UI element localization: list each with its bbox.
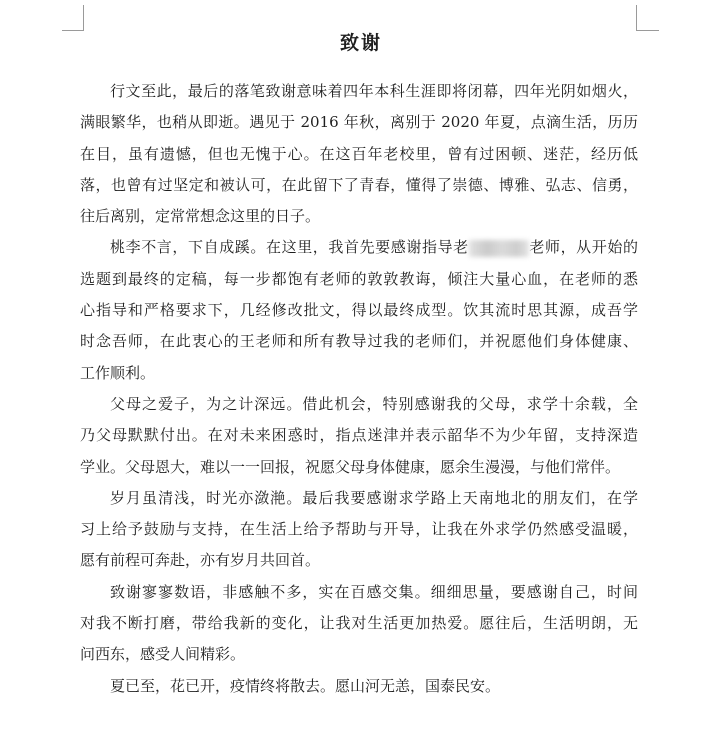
- paragraph-line: 工作顺利。: [80, 363, 156, 382]
- paragraph-line: 选题到最终的定稿，每一步都饱有老师的敦敦教诲，倾注大量心血，在老师的悉: [80, 269, 638, 288]
- paragraph-line: 父母之爱子，为之计深远。借此机会，特别感谢我的父母，求学十余载，全: [110, 394, 638, 413]
- paragraph-line: 学业。父母恩大，难以一一回报，祝愿父母身体健康，愿余生漫漫，与他们常伴。: [80, 457, 621, 476]
- crop-mark-top-right: [636, 5, 637, 31]
- paragraph-line: 心指导和严格要求下，几经修改批文，得以最终成型。饮其流时思其源，成吾学: [80, 301, 638, 320]
- paragraph-line: 岁月虽清浅，时光亦潋滟。最后我要感谢求学路上天南地北的朋友们，在学: [110, 488, 638, 507]
- paragraph-line: 在目，虽有遗憾，但也无愧于心。在这百年老校里，曾有过困顿、迷茫，经历低: [80, 144, 638, 163]
- paragraph-line: 时念吾师，在此衷心的王老师和所有教导过我的老师们，并祝愿他们身体健康、: [80, 332, 638, 351]
- paragraph-line: 对我不断打磨，带给我新的变化，让我对生活更加热爱。愿往后，生活明朗，无: [80, 614, 638, 633]
- paragraph-line: 落，也曾有过坚定和被认可，在此留下了青春，懂得了崇德、博雅、弘志、信勇，: [80, 175, 638, 194]
- page-title: 致谢: [339, 32, 382, 54]
- paragraph-line: 致谢寥寥数语，非感触不多，实在百感交集。细细思量，要感谢自己，时间: [110, 582, 638, 601]
- paragraph-line: 问西东，感受人间精彩。: [80, 645, 246, 664]
- paragraph-line: 愿有前程可奔赴，亦有岁月共回首。: [80, 551, 321, 570]
- paragraph-line: 满眼繁华，也稍从即逝。遇见于 2016 年秋，离别于 2020 年夏，点滴生活，历历: [80, 113, 638, 132]
- paragraph-line: 往后离别，定常常想念这里的日子。: [80, 207, 321, 226]
- line-segment: 桃李不言，下自成蹊。在这里，我首先要感谢指导老: [110, 238, 469, 257]
- line-segment: 老师，从开始的: [528, 238, 638, 257]
- paragraph-line: 夏已至，花已开，疫情终将散去。愿山河无恙，国泰民安。: [110, 676, 501, 695]
- paragraph-line: [80, 232, 638, 263]
- paragraph-line: 习上给予鼓励与支持，在生活上给予帮助与开导，让我在外求学仍然感受温暖，: [80, 520, 638, 539]
- crop-mark-top-left: [83, 5, 84, 31]
- redacted-name: [469, 240, 529, 257]
- paragraph-line: 乃父母默默付出。在对未来困惑时，指点迷津并表示韶华不为少年留，支持深造: [80, 426, 638, 445]
- paragraph-line: 行文至此，最后的落笔致谢意味着四年本科生涯即将闭幕，四年光阴如烟火，: [110, 82, 638, 100]
- document-body: [80, 76, 638, 702]
